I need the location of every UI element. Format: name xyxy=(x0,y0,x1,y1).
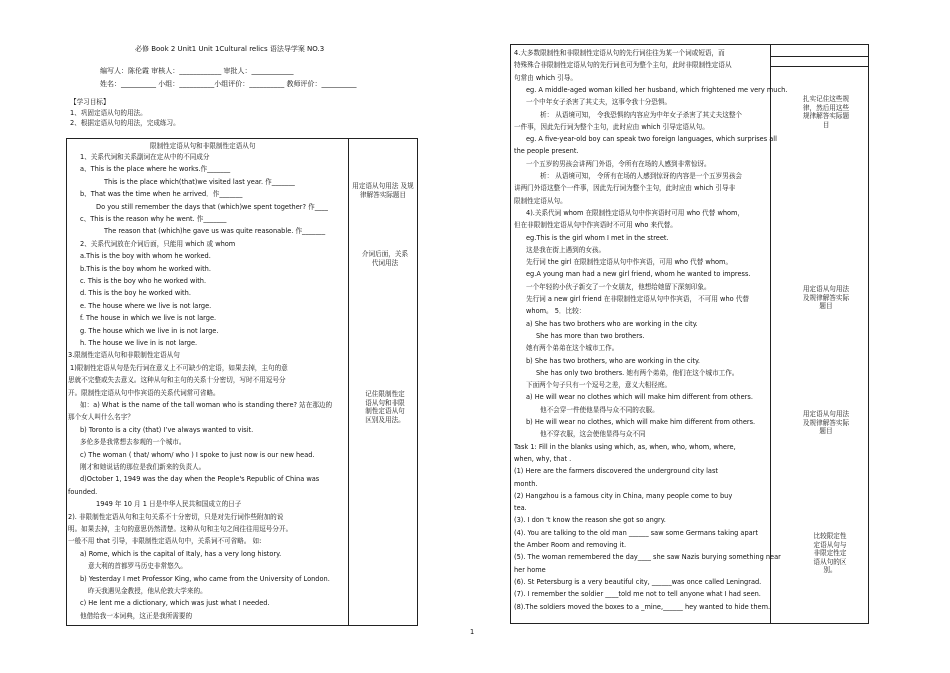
right-line: (4). You are talking to the old man ______ saw some Germans taking apart xyxy=(514,528,758,537)
right-line: b) He will wear no clothes, which will make him different from others. xyxy=(526,418,756,426)
goals-heading: 【学习目标】 xyxy=(70,98,110,106)
left-line: Do you still remember the days that (which)we spent together? 作____ xyxy=(96,202,328,211)
right-line: 先行词 a new girl friend 在非限制性定语从句中作宾语， 不可用 who 代替 xyxy=(526,295,749,303)
right-table-divider xyxy=(770,44,771,624)
left-line: 1949 年 10 月 1 日是中华人民共和国成立的日子 xyxy=(96,500,242,509)
right-line: eg.A young man had a new girl friend, whom he wanted to impress. xyxy=(526,270,751,279)
right-line: a) She has two brothers who are working in the city. xyxy=(526,319,698,328)
right-line: (5). The woman remembered the day____ she saw Nazis burying something near xyxy=(514,553,781,562)
right-line: 一件事，因此先行词为整个主句，此时应由 which 引导定语从句。 xyxy=(514,122,709,131)
right-line: 先行词 the girl 在限制性定语从句中作宾语，可用 who 代替 whom。 xyxy=(526,258,733,267)
left-line: 思就不完整或失去意义。这种从句和主句的关系十分密切，写时不用逗号分 xyxy=(68,376,286,385)
left-line: a、This is the place where he works.作_______ xyxy=(80,165,231,174)
left-line: b) Toronto is a city (that) I’ve always wanted to visit. xyxy=(80,425,254,434)
right-line: tea. xyxy=(514,504,527,513)
right-line: eg. A five-year-old boy can speak two foreign languages, which surprises all xyxy=(526,135,777,144)
left-table-divider xyxy=(348,138,349,626)
right-line: month. xyxy=(514,479,538,488)
right-line: the people present. xyxy=(514,147,579,156)
right-line: eg.This is the girl whom I met in the street. xyxy=(526,233,669,242)
student-info-line: 姓名：__________ 小组：__________小组评价：__________ 教师评价：__________ xyxy=(100,80,357,88)
left-line: c. This is the boy who he worked with. xyxy=(80,277,207,285)
right-line: Task 1: Fill in the blanks using which, as, when, who, whom, where, xyxy=(514,442,736,451)
left-line: 他借给我一本词典，这正是我所需要的 xyxy=(80,611,193,620)
left-line: g. The house which we live in is not large. xyxy=(80,326,219,335)
right-line: 析： 从语境可知， 令所有在场的人感到惊讶的内容是一个五岁男孩会 xyxy=(540,172,743,180)
left-line: c) The woman ( that/ whom/ who ) I spoke to just now is our new head. xyxy=(80,450,315,459)
left-line: 1)限制性定语从句是先行词在意义上不可缺少的定语，如果去掉，主句的意 xyxy=(70,363,288,372)
goal-item-2: 2、根据定语从句的用法，完成练习。 xyxy=(70,119,180,127)
right-line: (2) Hangzhou is a famous city in China, many people come to buy xyxy=(514,491,733,500)
right-line: (8).The soldiers moved the boxes to a _mine,______ hey wanted to hide them. xyxy=(514,602,771,611)
left-line: 多伦多是我常想去参观的一个城市。 xyxy=(80,438,186,447)
left-line: 刚才和她说话的那位是我们新来的负责人。 xyxy=(80,463,206,471)
right-line: 一个年轻的小伙子新交了一个女朋友，他想给她留下深刻印象。 xyxy=(526,282,711,291)
right-line: (3). I don 't know the reason she got so angry. xyxy=(514,516,666,525)
right-side-note-3: 用定语从句用法 及规律解答实际题目 xyxy=(802,410,850,435)
right-line: 4).关系代词 whom 在限制性定语从句中作宾语时可用 who 代替 whom， xyxy=(526,208,745,217)
right-line: (1) Here are the farmers discovered the underground city last xyxy=(514,467,718,476)
left-line: c、This is the reason why he went. 作_______ xyxy=(80,215,227,223)
left-line: founded. xyxy=(68,487,98,496)
left-side-note-1: 用定语从句用法 及规律解答实际题目 xyxy=(352,182,414,199)
right-line: 讲两门外语这整个一件事，因此先行词为整个主句，此时应由 which 引导非 xyxy=(514,184,736,193)
left-line: The reason that (which)he gave us was quite reasonable. 作_______ xyxy=(104,227,326,236)
right-side-note-2: 用定语从句用法 及规律解答实际题目 xyxy=(802,285,850,310)
left-line: 3.限制性定语从句和非限制性定语从句 xyxy=(68,351,180,360)
left-line: 2). 非限制性定语从句和主句关系不十分密切，只是对先行词作些附加的说 xyxy=(68,512,284,521)
left-section-title: 限制性定语从句和非限制性定语从句 xyxy=(150,142,256,150)
right-line: 这是我在街上遇到的女孩。 xyxy=(526,245,606,254)
right-line: 一个中年女子杀害了其丈夫，这事令我十分恐惧。 xyxy=(526,98,672,107)
left-line: This is the place which(that)we visited last year. 作_______ xyxy=(104,177,295,186)
left-line: 明。如果去掉，主句的意思仍然清楚。这种从句和主句之间往往用逗号分开。 xyxy=(68,525,293,533)
right-line: 他不穿衣服，这会使他显得与众不同 xyxy=(540,430,646,439)
right-line: 析： 从语境可知， 令我恐惧的内容应为中年女子杀害了其丈夫这整个 xyxy=(540,110,743,119)
right-line: (7). I remember the soldier ____told me not to tell anyone what I had seen. xyxy=(514,590,761,599)
right-line: b) She has two brothers, who are working in the city. xyxy=(526,356,701,365)
left-line: 意大利的首都罗马历史非常悠久。 xyxy=(88,562,187,571)
right-line: the Amber Room and removing it. xyxy=(514,541,627,549)
left-line: 如：a) What is the name of the tall woman who is standing there? 站在那边的 xyxy=(80,401,333,409)
left-side-note-2: 介词后面，关系代词用法 xyxy=(361,250,409,267)
left-line: a) Rome, which is the capital of Italy, has a very long history. xyxy=(80,549,282,558)
right-line: her home xyxy=(514,565,546,574)
right-line: 一个五岁的男孩会讲两门外语，令所有在场的人感到非常惊讶。 xyxy=(526,159,711,168)
left-line: b、That was the time when he arrived．作_______ xyxy=(80,190,243,199)
right-line: whom。 5．比较： xyxy=(526,307,586,316)
right-line: 她有两个弟弟在这个城市工作。 xyxy=(526,344,619,353)
right-line: 特殊殊合非限制性定语从句的先行词也可为整个主句，此时非限制性定语从 xyxy=(514,61,732,70)
document-title: 必修 Book 2 Unit1 Unit 1Cultural relics 语法导学案 NO.3 xyxy=(135,45,325,53)
left-side-note-3: 记住限制性定语从句和非限制性定语从句区别及用法。 xyxy=(365,390,405,424)
right-line: eg. A middle-aged woman killed her husband, which frightened me very much. xyxy=(526,85,788,94)
right-line: 4.大多数限制性和非限制性定语从句的先行词往往为某一个词或短语，而 xyxy=(514,49,725,57)
right-line: (6). St Petersburg is a very beautiful city, ______was once called Leningrad. xyxy=(514,577,762,586)
right-side-note-4: 比较限定性定语从句与非限定性定语从句的区别。 xyxy=(813,532,847,574)
right-side-rule-2 xyxy=(770,66,869,67)
left-line: h. The house we live in is not large. xyxy=(80,339,198,347)
right-line: She has more than two brothers. xyxy=(536,331,645,340)
author-line: 编写人：陈伦霞 审核人：____________ 审批人：____________ xyxy=(100,67,294,75)
right-line: 但在非限制性定语从句中作宾语时不可用 who 来代替。 xyxy=(514,221,677,230)
right-side-rule-1 xyxy=(770,56,869,57)
left-line: d)October 1, 1949 was the day when the People's Republic of China was xyxy=(80,475,320,484)
left-line: e. The house where we live is not large. xyxy=(80,301,212,310)
right-line: when, why, that . xyxy=(514,454,572,463)
right-line: a) He will wear no clothes which will make him different from others. xyxy=(526,393,753,402)
left-line: b.This is the boy whom he worked with. xyxy=(80,264,211,273)
right-line: 句常由 which 引导。 xyxy=(514,73,577,82)
page-number: 1 xyxy=(470,628,475,636)
right-line: 下面两个句子只有一个逗号之差，意义大相径庭。 xyxy=(526,381,672,390)
left-line: 那个女人叫什么名字？ xyxy=(68,413,134,422)
goal-item-1: 1、巩固定语从句的用法。 xyxy=(70,109,147,117)
left-line: 开。限制性定语从句中作宾语的关系代词常可省略。 xyxy=(68,388,220,397)
right-side-note-1: 扎实记住这些规律，然后用这些规律解答实际题目 xyxy=(802,95,850,129)
left-line: 昨天我遇见金教授，他从伦敦大学来的。 xyxy=(88,587,207,595)
left-line: f. The house in which we live is not large. xyxy=(80,314,217,323)
left-line: 2、关系代词放在介词后面，只能用 which 或 whom xyxy=(80,239,236,248)
right-line: 限制性定语从句。 xyxy=(514,196,567,205)
left-line: 一般不用 that 引导，非限制性定语从句中，关系词不可省略。 如: xyxy=(68,537,262,546)
left-line: d. This is the boy he worked with. xyxy=(80,289,191,298)
left-line: b) Yesterday I met Professor King, who came from the University of London. xyxy=(80,574,330,583)
left-line: a.This is the boy with whom he worked. xyxy=(80,252,211,261)
left-line: c) He lent me a dictionary, which was just what I needed. xyxy=(80,599,270,608)
right-line: She has only two brothers. 她有两个弟弟，他们在这个城市工作。 xyxy=(536,368,739,377)
left-line: 1、关系代词和关系副词在定从中的不同成分 xyxy=(80,153,210,161)
right-line: 他不会穿一件使他显得与众不同的衣服。 xyxy=(540,405,659,414)
